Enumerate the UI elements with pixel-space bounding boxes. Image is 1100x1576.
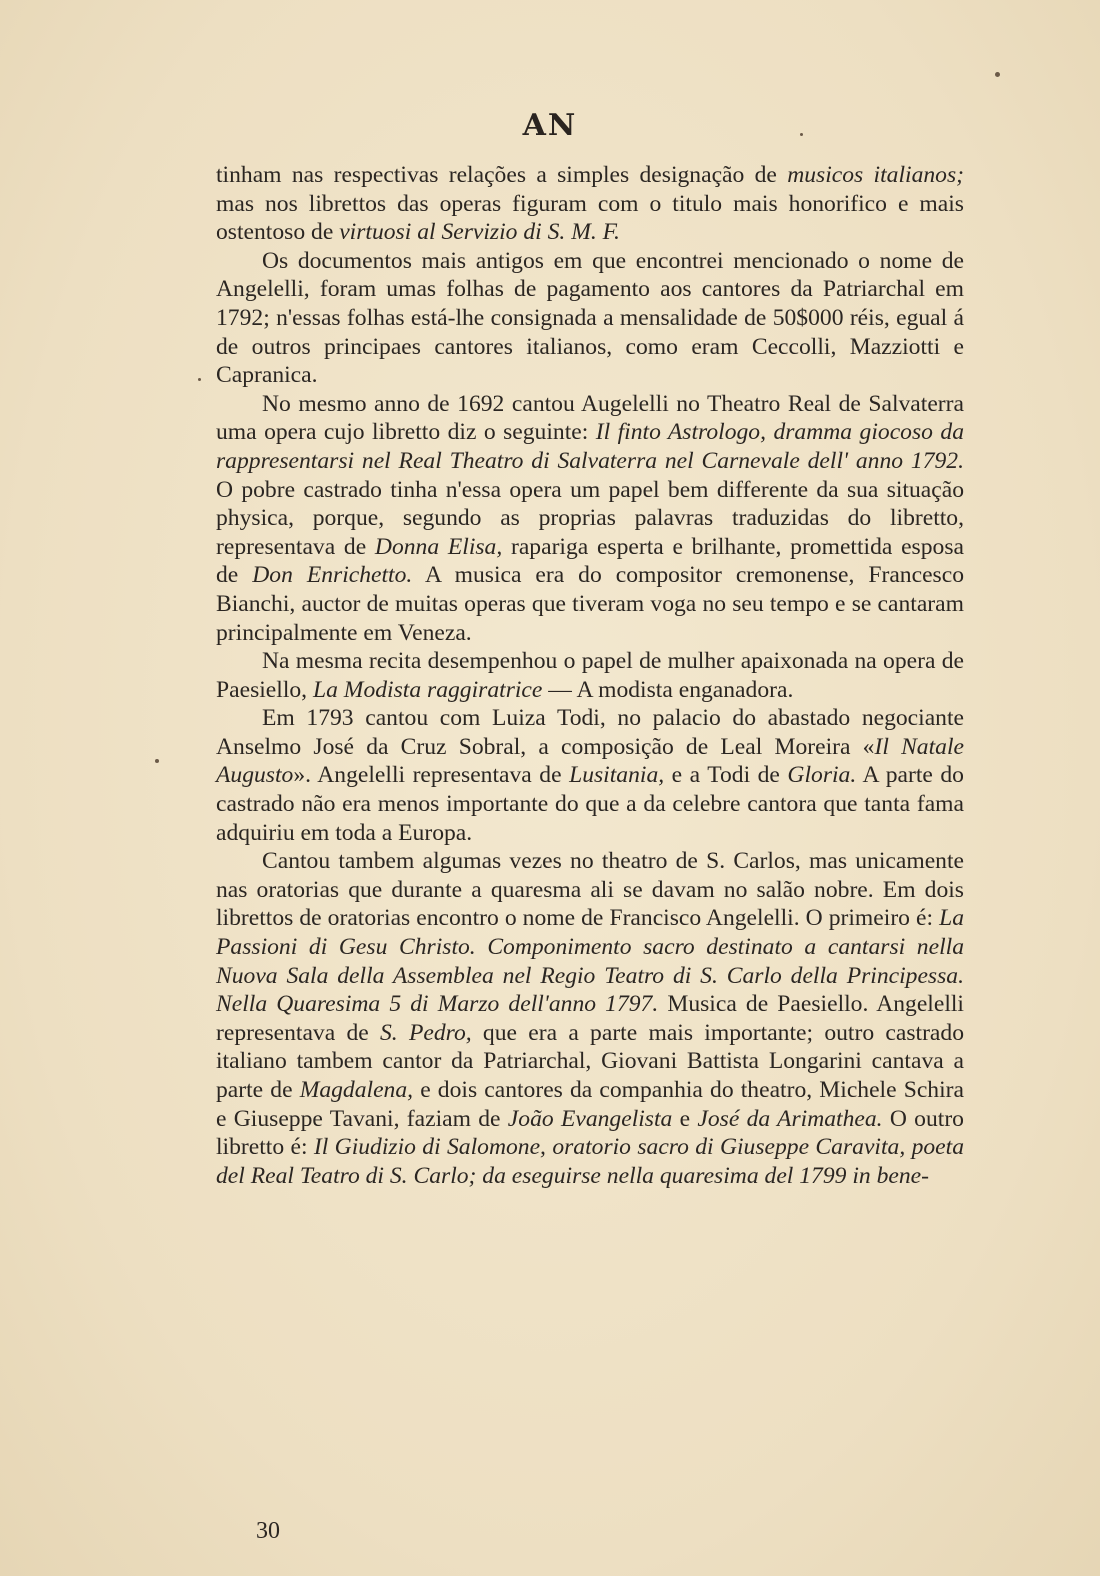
text-run: Na mesma recita desempenhou o papel de mulher apaixonada na opera de Paesiello,	[216, 648, 964, 703]
paragraph	[216, 647, 964, 704]
text-run: ». Angelelli representava de	[293, 762, 570, 789]
italic-text-run: Donna Elisa,	[374, 533, 503, 560]
text-run: — A modista enganadora.	[542, 676, 794, 703]
italic-text-run: virtuosi al Servizio di S. M. F.	[339, 219, 620, 246]
italic-text-run: José da Arimathea.	[697, 1105, 883, 1132]
italic-text-run: João Evangelista	[507, 1105, 673, 1132]
paragraph	[216, 704, 964, 847]
text-run: O pobre castrado tinha n'essa opera um papel bem differente da sua situação physica, porque, segundo as proprias palavras traduzidas do libretto, representava de	[216, 476, 964, 560]
ink-spot	[995, 72, 1000, 77]
paragraph	[216, 161, 964, 247]
ink-spot	[155, 759, 159, 763]
ink-spot	[198, 378, 201, 381]
text-run: No mesmo anno de 1692 cantou Augelelli no Theatro Real de Salvaterra uma opera cujo libretto diz o seguinte:	[216, 390, 964, 446]
paragraph	[216, 847, 964, 1190]
text-run: e a Todi de	[664, 762, 788, 789]
italic-text-run: Magdalena,	[299, 1077, 414, 1103]
paragraph	[216, 390, 964, 647]
running-head: AN	[522, 108, 578, 143]
text-run: e dois cantores da companhia do theatro, Michele Schira e Giuseppe Tavani, faziam de	[216, 1077, 964, 1132]
text-run: Em 1793 cantou com Luiza Todi, no palacio do abastado negociante Anselmo José da Cruz Sobral, a composição de Leal Moreira «	[216, 705, 964, 760]
text-run: A parte do castrado não era menos importante do que a da celebre cantora que tanta fama adquiriu em toda a Europa.	[216, 762, 964, 846]
text-run: tinham nas respectivas relações a simples designação de	[216, 162, 788, 188]
italic-text-run: Il Natale Augusto	[216, 733, 964, 789]
text-run: que era a parte mais importante; outro castrado italiano tambem cantor da Patriarchal, Giovani Battista Longarini cantava a parte de	[216, 1019, 964, 1103]
text-run: O outro libretto é:	[216, 1105, 964, 1161]
page-number: 30	[256, 1518, 280, 1544]
italic-text-run: Don Enrichetto.	[252, 562, 413, 589]
italic-text-run: La Passioni di Gesu Christo. Componimento sacro destinato a cantarsi nella Nuova Sala della Assemblea nel Regio Teatro di S. Carlo della Principessa. Nella Quaresima 5 di Marzo dell'anno 1797.	[216, 905, 964, 1018]
ink-spot	[800, 133, 803, 136]
paragraph	[216, 247, 964, 390]
text-run: rapariga esperta e brilhante, promettida esposa de	[216, 533, 964, 589]
italic-text-run: S. Pedro,	[380, 1019, 472, 1046]
text-run: Os documentos mais antigos em que encontrei mencionado o nome de Angelelli, foram umas folhas de pagamento aos cantores da Patriarchal em 1792; n'essas folhas está-lhe consignada a mensalidade de 50$000 réis, egual á de outros principaes cantores italianos, como eram Ceccolli, Mazziotti e Capranica.	[216, 247, 964, 389]
text-run: A musica era do compositor cremonense, Francesco Bianchi, auctor de muitas operas que tiveram voga no seu tempo e se cantaram principalmente em Veneza.	[216, 562, 964, 646]
italic-text-run: La Modista raggiratrice	[312, 676, 543, 703]
italic-text-run: Il Giudizio di Salomone, oratorio sacro di Giuseppe Caravita, poeta del Real Teatro di S. Carlo; da eseguirse nella quaresima del 1799 in bene-	[216, 1134, 964, 1189]
text-run: e	[672, 1105, 698, 1132]
italic-text-run: musicos italianos;	[787, 162, 964, 188]
italic-text-run: Lusitania,	[569, 762, 665, 789]
italic-text-run: Gloria.	[787, 762, 857, 789]
body-text	[216, 161, 964, 1190]
text-run: Cantou tambem algumas vezes no theatro de S. Carlos, mas unicamente nas oratorias que durante a quaresma ali se davam no salão nobre. Em dois librettos de oratorias encontro o nome de Francisco Angelelli. O primeiro é:	[216, 848, 964, 932]
text-run: Musica de Paesiello. Angelelli representava de	[216, 991, 964, 1046]
italic-text-run: Il finto Astrologo, dramma giocoso da rappresentarsi nel Real Theatro di Salvaterra nel Carnevale dell' anno 1792.	[216, 419, 964, 474]
text-run: mas nos librettos das operas figuram com o titulo mais honorifico e mais ostentoso de	[216, 190, 964, 246]
